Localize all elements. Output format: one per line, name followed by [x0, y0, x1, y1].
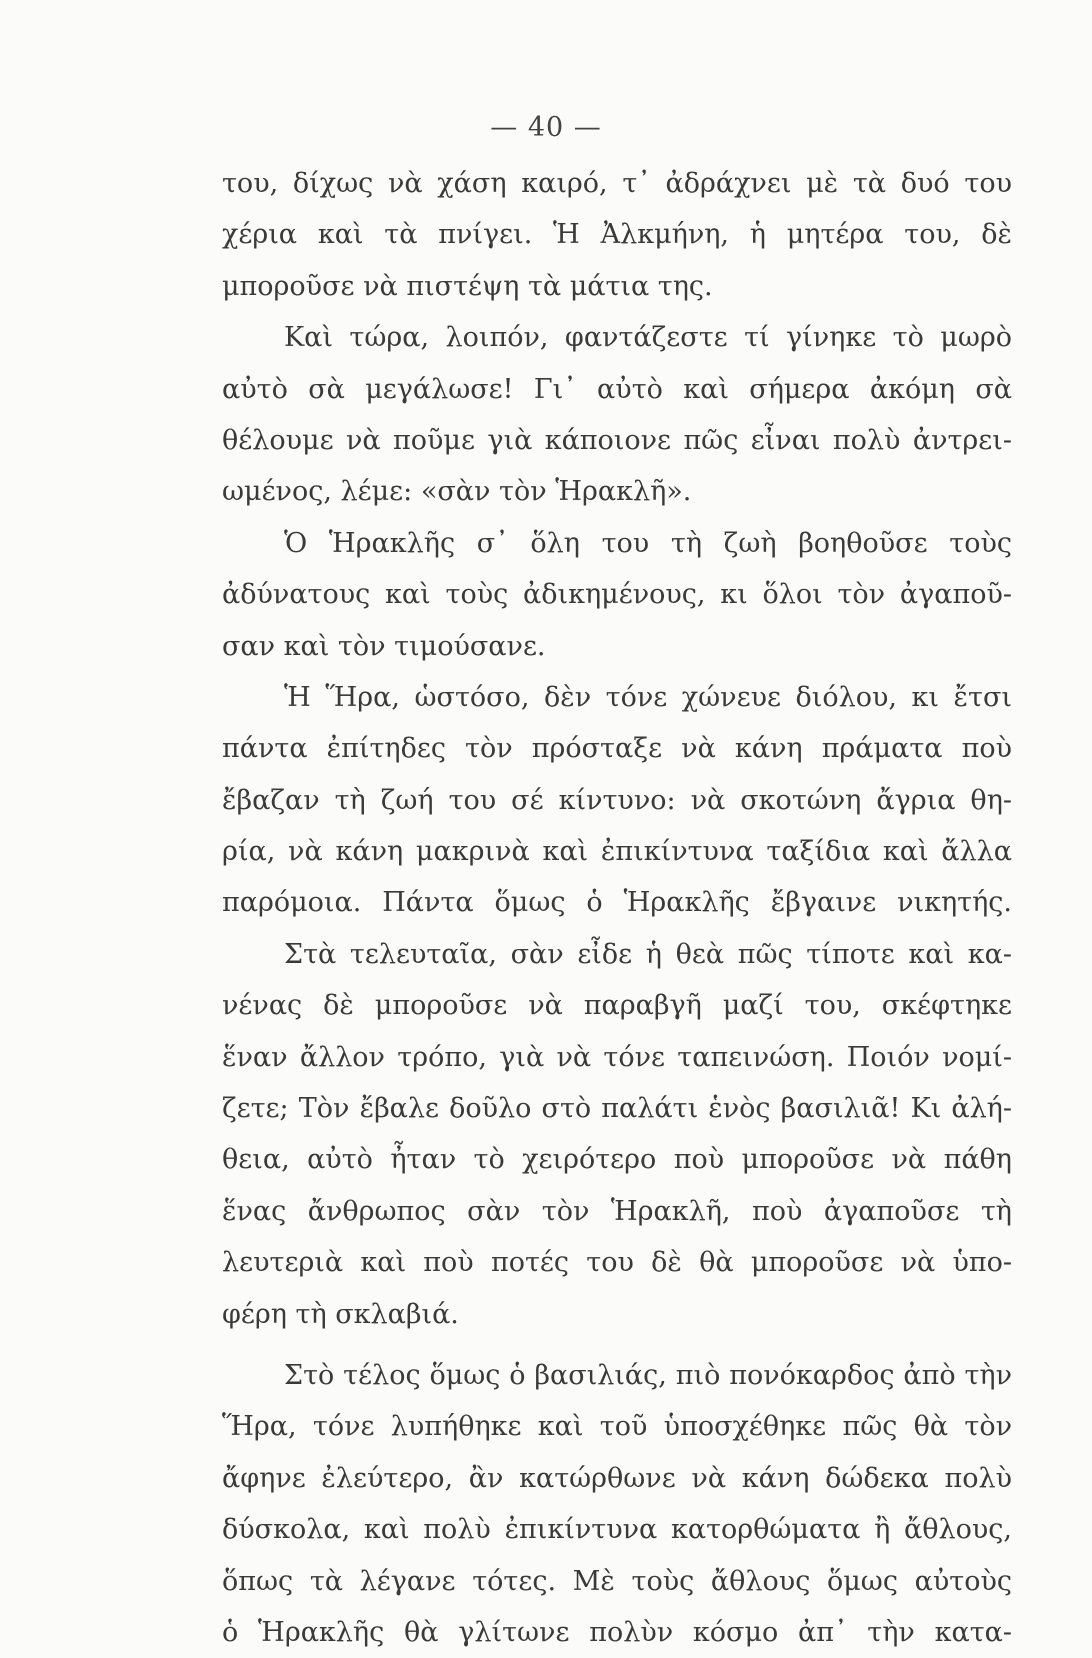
text-line: πάντα ἐπίτηδες τὸν πρόσταξε νὰ κάνη πράματα ποὺ: [222, 733, 1012, 765]
paragraph-start-line: Στὰ τελευταῖα, σὰν εἶδε ἡ θεὰ πῶς τίποτε καὶ κα-: [284, 938, 1012, 970]
text-line: ζετε; Τὸν ἔβαλε δοῦλο στὸ παλάτι ἑνὸς βασιλιᾶ! Κι ἀλή-: [222, 1093, 1012, 1125]
paragraph-start-line: Ὁ Ἡρακλῆς σ᾿ ὅλη του τὴ ζωὴ βοηθοῦσε τοὺς: [284, 527, 1012, 559]
text-line: ὁ Ἡρακλῆς θὰ γλίτωνε πολὺν κόσμο ἀπ᾿ τὴν κατα-: [222, 1616, 1012, 1648]
text-line: του, δίχως νὰ χάση καιρό, τ᾿ ἀδράχνει μὲ τὰ δυό του: [222, 168, 1012, 199]
text-line: ἄφηνε ἐλεύτερο, ἂν κατώρθωνε νὰ κάνη δώδεκα πολὺ: [222, 1462, 1012, 1494]
text-line: νένας δὲ μποροῦσε νὰ παραβγῆ μαζί του, σκέφτηκε: [222, 990, 1012, 1022]
text-line: παρόμοια. Πάντα ὅμως ὁ Ἡρακλῆς ἔβγαινε νικητής.: [222, 887, 1012, 919]
text-line: αὐτὸ σὰ μεγάλωσε! Γι᾿ αὐτὸ καὶ σήμερα ἀκόμη σὰ: [222, 373, 1012, 405]
page-number: — 40 —: [490, 112, 602, 143]
text-line: ἕναν ἄλλον τρόπο, γιὰ νὰ τόνε ταπεινώση. Ποιόν νομί-: [222, 1041, 1012, 1073]
paragraph-start-line: Καὶ τώρα, λοιπόν, φαντάζεστε τί γίνηκε τὸ μωρὸ: [284, 322, 1012, 354]
text-line: χέρια καὶ τὰ πνίγει. Ἡ Ἀλκμήνη, ἡ μητέρα του, δὲ: [222, 219, 1012, 251]
text-line: θέλουμε νὰ ποῦμε γιὰ κάποιονε πῶς εἶναι πολὺ ἀντρει-: [222, 424, 1012, 456]
body-text: [222, 158, 1012, 1658]
text-line: λευτεριὰ καὶ ποὺ ποτές του δὲ θὰ μποροῦσε νὰ ὑπο-: [222, 1247, 1012, 1279]
text-line: σαν καὶ τὸν τιμούσανε.: [222, 630, 546, 662]
text-line: δύσκολα, καὶ πολὺ ἐπικίντυνα κατορθώματα ἢ ἄθλους,: [222, 1514, 1012, 1546]
text-line: μποροῦσε νὰ πιστέψη τὰ μάτια της.: [222, 270, 713, 302]
text-line: ωμένος, λέμε: «σὰν τὸν Ἡρακλῆ».: [222, 476, 692, 508]
text-line: ἕνας ἄνθρωπος σὰν τὸν Ἡρακλῆ, ποὺ ἀγαποῦσε τὴ: [222, 1195, 1012, 1227]
paragraph-start-line: Στὸ τέλος ὅμως ὁ βασιλιάς, πιὸ πονόκαρδος ἀπὸ τὴν: [284, 1359, 1012, 1391]
text-line: ρία, νὰ κάνη μακρινὰ καὶ ἐπικίντυνα ταξίδια καὶ ἄλλα: [222, 836, 1012, 868]
text-line: ἔβαζαν τὴ ζωή του σέ κίντυνο: νὰ σκοτώνη ἄγρια θη-: [222, 784, 1012, 816]
text-line: ἀδύνατους καὶ τοὺς ἀδικημένους, κι ὅλοι τὸν ἀγαποῦ-: [222, 579, 1012, 611]
text-line: Ἥρα, τόνε λυπήθηκε καὶ τοῦ ὑποσχέθηκε πῶς θὰ τὸν: [222, 1411, 1012, 1443]
text-line: φέρη τὴ σκλαβιά.: [222, 1298, 459, 1330]
text-line: θεια, αὐτὸ ἦταν τὸ χειρότερο ποὺ μποροῦσε νὰ πάθη: [222, 1144, 1012, 1176]
text-line: ὅπως τὰ λέγανε τότες. Μὲ τοὺς ἄθλους ὅμως αὐτοὺς: [222, 1565, 1012, 1597]
paragraph-start-line: Ἡ Ἥρα, ὡστόσο, δὲν τόνε χώνευε διόλου, κι ἔτσι: [284, 681, 1012, 713]
